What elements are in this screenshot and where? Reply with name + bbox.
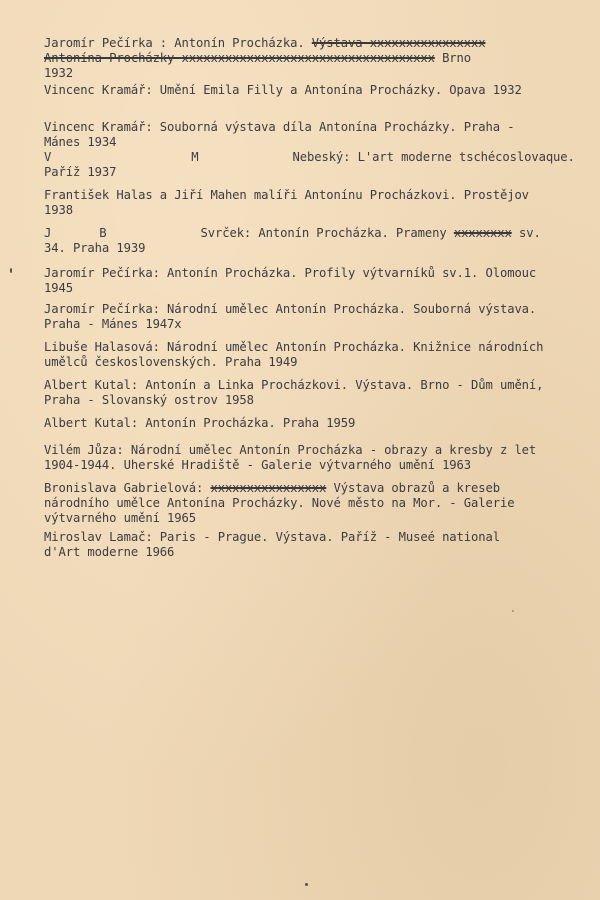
entry-text: výtvarného umění 1965: [44, 511, 196, 525]
entry-text: umělců československých. Praha 1949: [44, 355, 298, 369]
entry-line: [44, 188, 592, 203]
entry-line: [44, 51, 592, 66]
entry-line: [44, 340, 592, 355]
entry-line: [44, 378, 592, 393]
entry-text: František Halas a Jiří Mahen malíři Antonínu Procházkovi. Prostějov: [44, 188, 529, 202]
entry-text: Albert Kutal: Antonín a Linka Procházkovi. Výstava. Brno - Dům umění,: [44, 378, 544, 392]
entry-text: d'Art moderne 1966: [44, 545, 175, 559]
struck-text: Výstava xxxxxxxxxxxxxxxx: [311, 36, 486, 50]
entry-text: 1904-1944. Uherské Hradiště - Galerie výtvarného umění 1963: [44, 458, 472, 472]
entry-text: sv.: [511, 226, 541, 240]
entry-line: [44, 302, 592, 317]
entry-text: 1938: [44, 203, 73, 217]
entry-text: Jaromír Pečírka: Antonín Procházka. Profily výtvarníků sv.1. Olomouc: [44, 266, 537, 280]
entry-text: Albert Kutal: Antonín Procházka. Praha 1959: [44, 416, 356, 430]
entry-text: M: [191, 150, 199, 164]
entry-text: Bronislava Gabrielová:: [44, 481, 211, 495]
entry-line: [44, 226, 592, 241]
entry-line: [44, 511, 592, 526]
entry-line: [44, 530, 592, 545]
entry-line: [44, 135, 592, 150]
entry-text: Paříž 1937: [44, 165, 117, 179]
entry-text: národního umělce Antonína Procházky. Nové město na Mor. - Galerie: [44, 496, 515, 510]
bibliography-entry: [44, 530, 592, 560]
entry-line: [44, 443, 592, 458]
entry-line: [44, 281, 592, 296]
bibliography-entry: [44, 302, 592, 332]
entry-line: [44, 66, 592, 81]
entry-line: [44, 203, 592, 218]
entry-line: [44, 266, 592, 281]
struck-text: xxxxxxxxxxxxxxxx: [210, 481, 327, 495]
entry-text: Brno: [434, 51, 472, 65]
entry-text: B: [99, 226, 107, 240]
bibliography-entry: [44, 266, 592, 296]
paper-speck: [305, 883, 308, 886]
entry-line: [44, 36, 592, 51]
entry-line: [44, 241, 592, 256]
entry-text: Miroslav Lamač: Paris - Prague. Výstava. Paříž - Museé national: [44, 530, 500, 544]
entry-line: [44, 83, 592, 98]
entry-line: [44, 355, 592, 370]
entry-text: 34. Praha 1939: [44, 241, 146, 255]
entry-line: [44, 393, 592, 408]
entry-line: [44, 120, 592, 135]
entry-text: J: [44, 226, 52, 240]
bibliography-entry: [44, 378, 592, 408]
entry-text: Výstava obrazů a kreseb: [326, 481, 500, 495]
struck-text: Antonína Procházky xxxxxxxxxxxxxxxxxxxxxxxxxxxxxxxxxxx: [44, 51, 435, 65]
bibliography-entry: [44, 226, 592, 256]
bibliography-entry: [44, 481, 592, 526]
bibliography-entry: [44, 150, 592, 180]
struck-text: xxxxxxxx: [453, 226, 512, 240]
bibliography-entry: [44, 120, 592, 150]
entry-text: Vincenc Kramář: Souborná výstava díla Antonína Procházky. Praha -: [44, 120, 515, 134]
entry-text: Nebeský: L'art moderne tschécoslovaque.: [292, 150, 575, 164]
entry-text: Vilém Jůza: Národní umělec Antonín Procházka - obrazy a kresby z let: [44, 443, 537, 457]
paper-speck: [10, 268, 12, 273]
entry-text: Mánes 1934: [44, 135, 117, 149]
entry-text: Libuše Halasová: Národní umělec Antonín Procházka. Knižnice národních: [44, 340, 544, 354]
bibliography-entry: [44, 83, 592, 98]
entry-text: Praha - Slovanský ostrov 1958: [44, 393, 254, 407]
bibliography-entry: [44, 416, 592, 431]
bibliography-entry: [44, 340, 592, 370]
bibliography-entry: [44, 188, 592, 218]
entry-line: [44, 496, 592, 511]
entry-text: 1945: [44, 281, 73, 295]
entry-line: [44, 317, 592, 332]
entry-line: [44, 150, 592, 165]
entry-text: Praha - Mánes 1947x: [44, 317, 182, 331]
entry-line: [44, 458, 592, 473]
bibliography-entry: [44, 36, 592, 81]
entry-text: Jaromír Pečírka: Národní umělec Antonín Procházka. Souborná výstava.: [44, 302, 537, 316]
entry-text: 1932: [44, 66, 73, 80]
entry-line: [44, 545, 592, 560]
entry-line: [44, 416, 592, 431]
entry-text: Vincenc Kramář: Umění Emila Filly a Antonína Procházky. Opava 1932: [44, 83, 522, 97]
entry-line: [44, 481, 592, 496]
entry-line: [44, 165, 592, 180]
paper-speck: [512, 610, 514, 612]
entry-text: Jaromír Pečírka : Antonín Procházka.: [44, 36, 312, 50]
entry-text: V: [44, 150, 52, 164]
entry-text: Svrček: Antonín Procházka. Prameny: [200, 226, 454, 240]
bibliography-entry: [44, 443, 592, 473]
